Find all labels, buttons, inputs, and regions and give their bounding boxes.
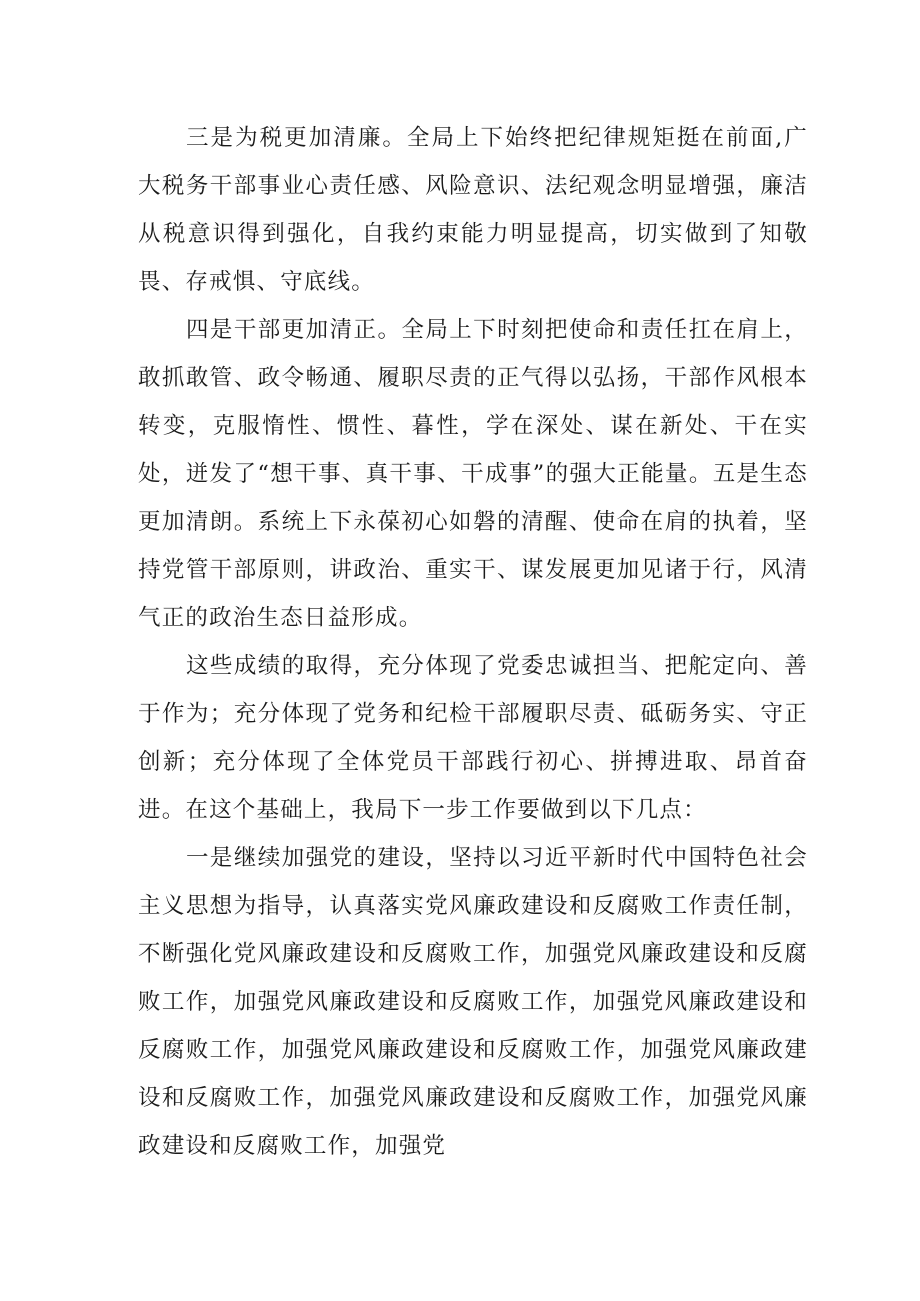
paragraph-clean-tax: 三是为税更加清廉。全局上下始终把纪律规矩挺在前面,广大税务干部事业心责任感、风险意识、法纪观念明显增强，廉洁从税意识得到强化，自我约束能力明显提高，切实做到了知敬畏、存戒惧、守底线。 [138, 125, 808, 295]
document-body [138, 114, 808, 1170]
paragraph-party-building: 一是继续加强党的建设，坚持以习近平新时代中国特色社会主义思想为指导，认真落实党风廉政建设和反腐败工作责任制，不断强化党风廉政建设和反腐败工作，加强党风廉政建设和反腐败工作，加强党风廉政建设和反腐败工作，加强党风廉政建设和反腐败工作，加强党风廉政建设和反腐败工作，加强党风廉政建设和反腐败工作，加强党风廉政建设和反腐败工作，加强党风廉政建设和反腐败工作，加强党 [138, 845, 808, 1159]
paragraph-achievements: 这些成绩的取得，充分体现了党委忠诚担当、把舵定向、善于作为；充分体现了党务和纪检干部履职尽责、砥砺务实、守正创新；充分体现了全体党员干部践行初心、拼搏进取、昂首奋进。在这个基础上，我局下一步工作要做到以下几点： [138, 653, 808, 823]
paragraph-upright-cadres: 四是干部更加清正。全局上下时刻把使命和责任扛在肩上，敢抓敢管、政令畅通、履职尽责的正气得以弘扬，干部作风根本转变，克服惰性、惯性、暮性，学在深处、谋在新处、干在实处，迸发了“想干事、真干事、干成事”的强大正能量。五是生态更加清朗。系统上下永葆初心如磐的清醒、使命在肩的执着，坚持党管干部原则，讲政治、重实干、谋发展更加见诸于行，风清气正的政治生态日益形成。 [138, 317, 808, 631]
